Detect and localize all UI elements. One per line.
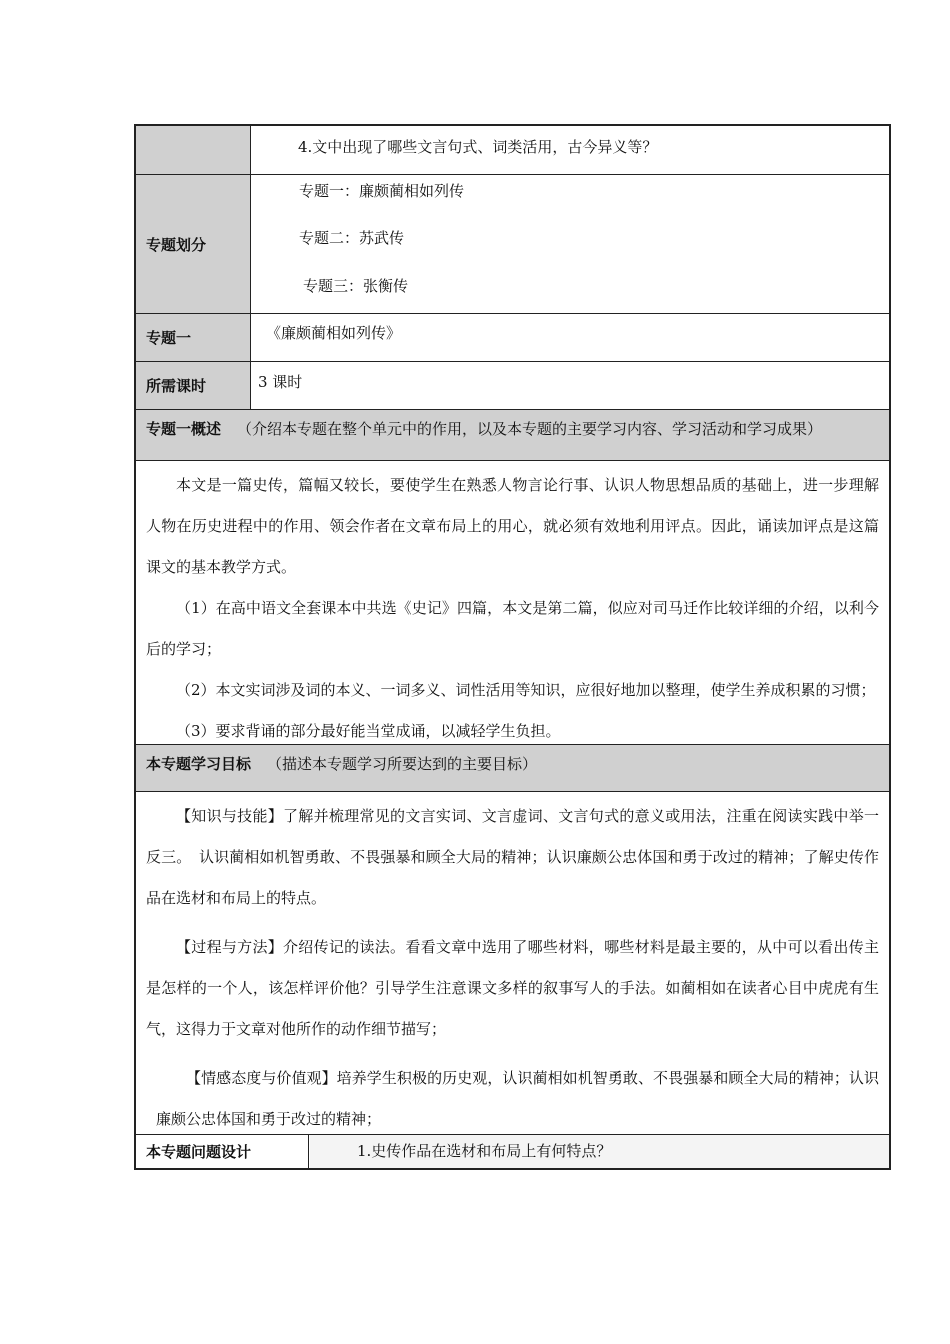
questions-label: 本专题问题设计: [136, 1135, 309, 1168]
lesson-plan-table: [134, 124, 891, 1170]
overview-paragraph-4: （3）要求背诵的部分最好能当堂成诵，以减轻学生负担。: [176, 722, 561, 740]
overview-paragraph-1: 本文是一篇史传，篇幅又较长，要使学生在熟悉人物言论行事、认识人物思想品质的基础上，进一步理解人物在历史进程中的作用、领会作者在文章布局上的用心，就必须有效地利用评点。因此，诵读加评点是这篇课文的基本教学方式。: [146, 476, 879, 576]
empty-label-cell: [136, 126, 251, 174]
goal-knowledge-skills: 【知识与技能】了解并梳理常见的文言实词、文言虚词、文言句式的意义或用法，注重在阅读实践中举一反三。 认识蔺相如机智勇敢、不畏强暴和顾全大局的精神；认识廉颇公忠体国和勇于改过的精神；了解史传作品在选材和布局上的特点。: [146, 807, 879, 907]
topic-division-list: [252, 175, 889, 313]
topic1-row: [134, 313, 891, 361]
question-4-cell: [252, 126, 889, 174]
topic-item-1: 专题一：廉颇蔺相如列传: [299, 182, 465, 200]
question-4-row: [134, 124, 891, 174]
goals-content: [134, 791, 891, 1134]
topic1-value: 《廉颇蔺相如列传》: [266, 324, 402, 342]
topic1-label: 专题一: [136, 314, 251, 361]
question-4-text: 4.文中出现了哪些文言句式、词类活用，古今异义等？: [298, 138, 658, 156]
topic-division-row: [134, 174, 891, 313]
topic-division-label: 专题划分: [136, 175, 251, 313]
overview-paragraph-2: （1）在高中语文全套课本中共选《史记》四篇，本文是第二篇，似应对司马迁作比较详细的介绍，以利今后的学习；: [146, 599, 879, 658]
overview-label: 专题一概述: [146, 420, 222, 438]
goal-process-method: 【过程与方法】介绍传记的读法。看看文章中选用了哪些材料，哪些材料是最主要的，从中可以看出传主是怎样的一个人，该怎样评价他？引导学生注意课文多样的叙事写人的手法。如蔺相如在读者心目中虎虎有生气，这得力于文章对他所作的动作细节描写；: [146, 938, 879, 1038]
topic-item-2: 专题二：苏武传: [299, 229, 405, 247]
hours-cell: [252, 362, 889, 409]
goals-desc: （描述本专题学习所要达到的主要目标）: [267, 755, 538, 773]
overview-paragraph-3: （2）本文实词涉及词的本义、一词多义、词性活用等知识，应很好地加以整理，使学生养成积累的习惯；: [176, 681, 876, 699]
topic-item-3: 专题三：张衡传: [303, 277, 409, 295]
topic1-cell: [252, 314, 889, 361]
overview-content: [134, 460, 891, 744]
hours-row: [134, 361, 891, 409]
question-1-text: 1.史传作品在选材和布局上有何特点？: [357, 1142, 612, 1160]
hours-label: 所需课时: [136, 362, 251, 409]
overview-header: [134, 409, 891, 460]
goals-header: [134, 744, 891, 791]
questions-cell: [310, 1135, 889, 1168]
hours-value: 3 课时: [258, 373, 303, 391]
goals-label: 本专题学习目标: [146, 755, 252, 773]
goal-attitude-values: 【情感态度与价值观】培养学生积极的历史观，认识蔺相如机智勇敢、不畏强暴和顾全大局的精神；认识廉颇公忠体国和勇于改过的精神；: [156, 1069, 879, 1128]
questions-row: [134, 1134, 891, 1170]
overview-desc: （介绍本专题在整个单元中的作用，以及本专题的主要学习内容、学习活动和学习成果）: [237, 420, 823, 438]
